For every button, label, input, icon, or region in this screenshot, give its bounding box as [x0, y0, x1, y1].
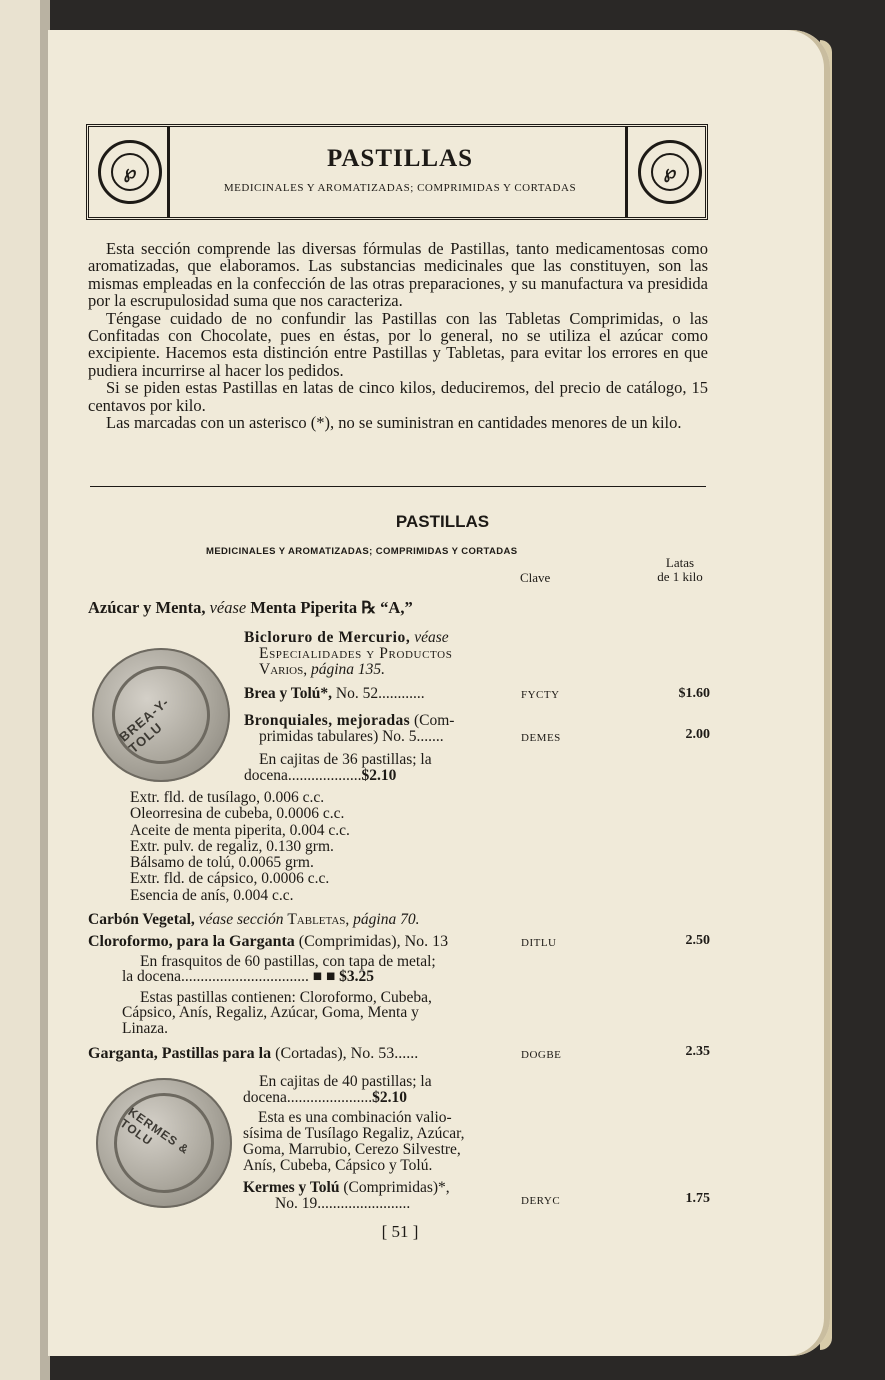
entry-leader: ........................	[317, 1195, 411, 1212]
kermes-y-tolu-lozenge-image	[96, 1078, 232, 1208]
entry-price: 2.35	[685, 1044, 710, 1059]
entry-description: Goma, Marrubio, Cerezo Silvestre,	[243, 1141, 461, 1158]
entry-bicloruro-ref: Especialidades y Productos	[259, 645, 453, 662]
entry-kermes-line2	[275, 1196, 410, 1212]
formula-item: Bálsamo de tolú, 0.0065 grm.	[130, 854, 314, 872]
entry-code: DITLU	[521, 937, 557, 949]
entry-description: Esta es una combinación valio-	[258, 1109, 452, 1126]
entry-price: 1.75	[685, 1191, 710, 1206]
entry-name: Azúcar y Menta,	[88, 598, 206, 617]
entry-detail: (Cortadas), No. 53	[275, 1045, 395, 1062]
lozenge-imprint: KERMES & TOLU	[117, 1104, 192, 1157]
entry-detail: No. 52	[335, 685, 379, 702]
entry-bronquiales	[244, 713, 454, 729]
formula-item: Extr. fld. de cápsico, 0.0006 c.c.	[130, 870, 330, 888]
entry-leader: .................................	[180, 968, 309, 985]
formula-item: Extr. pulv. de regaliz, 0.130 grm.	[130, 837, 334, 855]
intro-paragraph: Si se piden estas Pastillas en latas de cinco kilos, deduciremos, del precio de catálogo, 15 centavos por kilo.	[88, 378, 708, 415]
entry-detail: (Comprimidas), No. 13	[298, 933, 449, 950]
entry-name: Bronquiales, mejoradas	[244, 712, 411, 729]
entry-leader: ......	[394, 1045, 419, 1062]
entry-name: Bicloruro de Mercurio,	[244, 629, 411, 646]
entry-description: Anís, Cubeba, Cápsico y Tolú.	[243, 1157, 433, 1174]
entry-note	[244, 768, 396, 784]
entry-name: Brea y Tolú*,	[244, 685, 333, 702]
entry-note: Linaza.	[122, 1020, 169, 1037]
entry-vease: véase sección	[198, 911, 284, 928]
entry-detail: (Com-	[413, 712, 455, 729]
entry-name: Cloroformo, para la Garganta	[88, 933, 295, 950]
medicamenta-vera-seal-icon: ℘	[98, 140, 162, 204]
entry-note-label: docena	[244, 767, 288, 784]
entry-note-price: ■ ■ $3.25	[312, 968, 375, 985]
entry-note-label: la docena	[122, 968, 181, 985]
entry-leader: .......	[416, 728, 444, 745]
formula-list	[130, 790, 430, 904]
entry-name: Garganta, Pastillas para la	[88, 1045, 272, 1062]
entry-code: DERYC	[521, 1195, 561, 1207]
entry-note: Cápsico, Anís, Regaliz, Azúcar, Goma, Menta y	[122, 1004, 419, 1021]
lozenge-imprint: BREA-Y-TOLU	[116, 694, 173, 757]
entry-cloroformo	[88, 934, 448, 950]
header-box	[86, 124, 708, 220]
entry-name: Kermes y Tolú	[243, 1179, 340, 1196]
page-number: [ 51 ]	[381, 1222, 419, 1241]
entry-reference: Tabletas,	[287, 911, 350, 928]
column-header-latas	[650, 556, 710, 584]
entry-kermes-y-tolu	[243, 1180, 450, 1196]
entry-azucar-y-menta	[88, 600, 413, 616]
formula-item: Oleorresina de cubeba, 0.0006 c.c.	[130, 805, 345, 823]
intro-text	[88, 240, 708, 431]
entry-detail: primidas tabulares) No. 5	[259, 728, 417, 745]
entry-leader: ............	[378, 685, 425, 702]
entry-note-price: $2.10	[361, 767, 397, 784]
entry-price: $1.60	[678, 686, 710, 701]
section-title: PASTILLAS	[395, 512, 490, 531]
entry-name: Carbón Vegetal,	[88, 911, 195, 928]
entry-note: En frasquitos de 60 pastillas, con tapa de metal;	[140, 953, 436, 970]
section-divider	[90, 486, 706, 487]
entry-brea-y-tolu	[244, 686, 425, 702]
entry-reference: Menta Piperita ℞ “A,”	[250, 598, 413, 617]
entry-note-label: docena	[243, 1089, 287, 1106]
entry-bicloruro	[244, 630, 449, 646]
entry-garganta	[88, 1046, 418, 1062]
entry-code: FYCTY	[521, 689, 560, 701]
entry-note	[122, 969, 374, 985]
intro-paragraph: Téngase cuidado de no confundir las Pastillas con las Tabletas Comprimidas, o las Confitadas con Chocolate, pues en éstas, por lo general, no se utiliza el azúcar como excipiente. Hacemos esta distinción entre Pastillas y Tabletas, para evitar los errores en que pudiera incurrirse al hacer los pedidos.	[88, 308, 708, 380]
header-subtitle: MEDICINALES Y AROMATIZADAS; COMPRIMIDAS Y CORTADAS	[223, 182, 577, 194]
entry-note: Estas pastillas contienen: Cloroformo, Cubeba,	[140, 989, 432, 1006]
formula-item: Extr. fld. de tusílago, 0.006 c.c.	[130, 789, 325, 806]
medicamenta-vera-seal-icon: ℘	[638, 140, 702, 204]
entry-note: En cajitas de 40 pastillas; la	[259, 1073, 432, 1090]
entry-leader: ...................	[287, 767, 362, 784]
entry-note: En cajitas de 36 pastillas; la	[259, 751, 432, 768]
entry-price: 2.50	[685, 933, 710, 948]
entry-code: DOGBE	[521, 1049, 562, 1061]
brea-y-tolu-lozenge-image	[92, 648, 230, 782]
entry-vease: véase	[209, 598, 247, 617]
entry-detail: (Comprimidas)*,	[343, 1179, 450, 1196]
entry-carbon-vegetal	[88, 912, 419, 928]
entry-price: 2.00	[685, 727, 710, 742]
formula-item: Esencia de anís, 0.004 c.c.	[130, 886, 294, 904]
intro-paragraph: Esta sección comprende las diversas fórmulas de Pastillas, tanto medicamentosas como aromatizadas, que elaboramos. Las substancias medicinales que las constituyen, son las mismas empleadas en la confección de las otras preparaciones, y su manufactura va presidida por la escrupulosidad suma que nos caracteriza.	[88, 239, 708, 311]
entry-note-price: $2.10	[372, 1089, 408, 1106]
entry-leader: ......................	[286, 1089, 373, 1106]
entry-page: página 135.	[310, 661, 386, 678]
entry-bicloruro-page	[259, 662, 385, 678]
entry-vease: véase	[414, 629, 449, 646]
entry-note	[243, 1090, 407, 1106]
entry-reference: Varios,	[259, 661, 308, 678]
entry-description: sísima de Tusílago Regaliz, Azúcar,	[243, 1125, 465, 1142]
entry-code: DEMES	[521, 732, 561, 744]
entry-page: página 70.	[353, 911, 420, 928]
section-subtitle: MEDICINALES Y AROMATIZADAS; COMPRIMIDAS Y CORTADAS	[206, 546, 518, 557]
entry-bronquiales-line2	[259, 729, 444, 745]
entry-detail: No. 19	[275, 1195, 318, 1212]
formula-item: Aceite de menta piperita, 0.004 c.c.	[130, 821, 350, 839]
header-title: PASTILLAS	[326, 145, 474, 172]
column-header-latas-line: de 1 kilo	[657, 569, 703, 584]
column-header-latas-line: Latas	[665, 555, 695, 570]
column-header-clave: Clave	[520, 570, 551, 585]
intro-paragraph: Las marcadas con un asterisco (*), no se suministran en cantidades menores de un kilo.	[106, 413, 682, 433]
